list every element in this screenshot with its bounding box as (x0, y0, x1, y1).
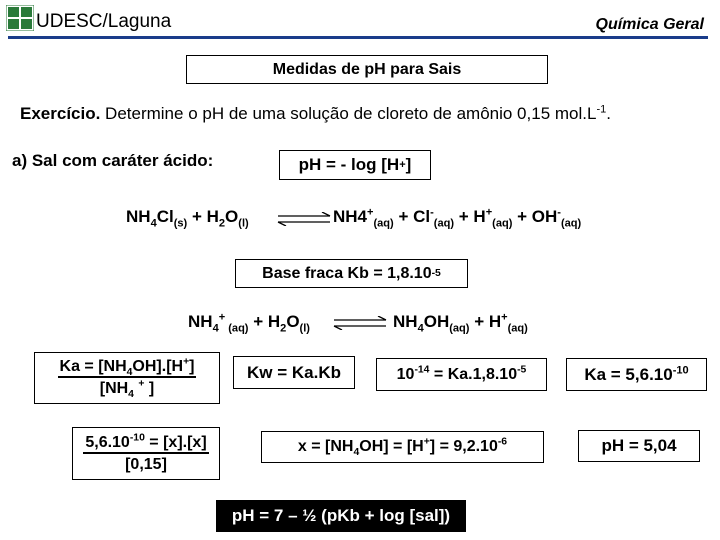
exercise-text: Determine o pH de uma solução de cloreto de amônio 0,15 mol.L (100, 104, 597, 123)
reaction2-products: $NH_4OH_{(aq)} + H^+_{(aq)}$ (393, 311, 528, 335)
header-line (8, 36, 708, 39)
ph-result-box: pH = 5,04 (578, 430, 700, 462)
reaction2-reactants: $NH_4^+$ $_{(aq)} + H_2O_{(l)}$ (188, 311, 310, 335)
slide-title: Medidas de pH para Sais (186, 55, 548, 84)
course-name: Química Geral (595, 16, 704, 33)
part-a-label: a) Sal com caráter ácido: (12, 151, 214, 170)
eq-numerator: $5,6.10^{-10} = [x].[x]$ (83, 434, 208, 454)
eq-denominator: [0,15] (125, 455, 167, 473)
exercise-label: Exercício. (20, 104, 101, 123)
equilibrium-equation-box (72, 427, 220, 480)
final-formula-box: pH = 7 – ½ (pKb + log [sal]) (216, 500, 466, 532)
reaction1-reactants: $NH_4Cl_{(s)} + H_2O_{(l)}$ (126, 207, 249, 230)
exercise-exponent: -1 (596, 103, 607, 116)
exercise-statement (20, 104, 611, 124)
equilibrium-arrow-icon (332, 316, 388, 335)
udesc-logo (6, 5, 34, 31)
ka-definition-box (34, 352, 220, 404)
kb-box: Base fraca Kb = 1,8.10 -5 (235, 259, 468, 288)
kw-box: Kw = Ka.Kb (233, 356, 355, 389)
ka-numerator: $Ka = [NH_4OH].[H^+]$ (59, 356, 195, 379)
exercise-end: . (606, 104, 612, 123)
equilibrium-arrow-icon (276, 212, 332, 231)
ka-denominator: [$NH_4$ + ] (99, 378, 155, 401)
ph-formula-box: pH = - log [H + ] (279, 150, 431, 180)
reaction1-products: $NH4^+_{(aq)} + Cl^-_{(aq)} + H^+_{(aq)} + OH^-_{(aq)}$ (333, 206, 582, 230)
ka-calc-box: $10^{-14} = Ka.1,8.10^{-5}$ (376, 358, 547, 391)
x-result-box: $x = [NH_4OH] = [H^+] = 9,2.10^{-6}$ (261, 431, 544, 463)
institution-name: UDESC/Laguna (36, 11, 172, 32)
ka-result-box: $Ka = 5,6.10^{-10}$ (566, 358, 707, 391)
